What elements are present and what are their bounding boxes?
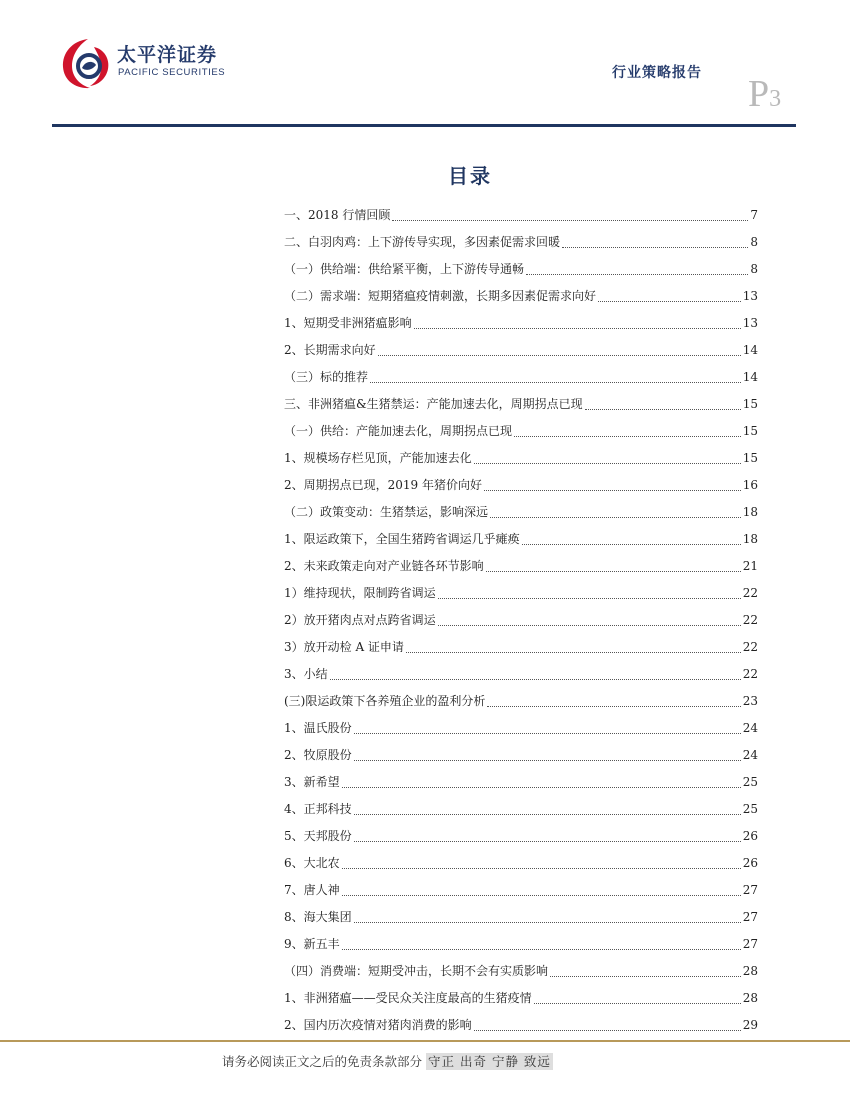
toc-entry[interactable] [284, 742, 758, 769]
toc-entry[interactable] [284, 715, 758, 742]
toc-entry-page[interactable]: 25 [742, 802, 758, 816]
toc-entry-title[interactable]: 4、正邦科技 [284, 802, 352, 816]
toc-entry-title[interactable]: （一）供给端：供给紧平衡，上下游传导通畅 [284, 262, 525, 276]
toc-entry-page[interactable]: 21 [742, 559, 758, 573]
toc-entry-page[interactable]: 22 [742, 586, 758, 600]
toc-entry[interactable] [284, 958, 758, 985]
toc-dot-leader [342, 786, 741, 788]
toc-entry[interactable] [284, 904, 758, 931]
toc-entry[interactable] [284, 931, 758, 958]
toc-entry[interactable] [284, 634, 758, 661]
toc-entry-page[interactable]: 27 [742, 883, 758, 897]
company-name-cn: 太平洋证券 [117, 44, 218, 66]
toc-entry-title[interactable]: 三、非洲猪瘟&生猪禁运：产能加速去化，周期拐点已现 [284, 397, 583, 411]
toc-dot-leader [550, 975, 741, 977]
toc-entry-page[interactable]: 22 [742, 640, 758, 654]
page-number-value: 3 [769, 86, 782, 112]
toc-title: 目录 [448, 164, 492, 188]
toc-entry-page[interactable]: 8 [750, 235, 758, 249]
toc-dot-leader [490, 516, 741, 518]
toc-dot-leader [342, 894, 741, 896]
toc-dot-leader [486, 570, 741, 572]
toc-dot-leader [487, 705, 740, 707]
page-number [748, 72, 781, 116]
toc-entry[interactable] [284, 850, 758, 877]
toc-entry-page[interactable]: 26 [742, 829, 758, 843]
toc-entry-page[interactable]: 13 [742, 289, 758, 303]
toc-entry-title[interactable]: （二）需求端：短期猪瘟疫情刺激，长期多因素促需求向好 [284, 289, 597, 303]
toc-entry-title[interactable]: 1、温氏股份 [284, 721, 352, 735]
toc-entry-title[interactable]: 5、天邦股份 [284, 829, 352, 843]
toc-entry[interactable] [284, 445, 758, 472]
footer-disclaimer: 请务必阅读正文之后的免责条款部分 [222, 1054, 423, 1069]
toc-dot-leader [438, 597, 741, 599]
toc-entry-page[interactable]: 26 [742, 856, 758, 870]
toc-dot-leader [438, 624, 741, 626]
pacific-securities-logo-icon [60, 35, 112, 91]
toc-entry-title[interactable]: 2、周期拐点已现，2019 年猪价向好 [284, 478, 482, 492]
table-of-contents [284, 202, 758, 1039]
toc-entry-title[interactable]: 8、海大集团 [284, 910, 352, 924]
toc-entry-page[interactable]: 27 [742, 910, 758, 924]
page-prefix: P [748, 73, 770, 115]
toc-entry-title[interactable]: （一）供给：产能加速去化，周期拐点已现 [284, 424, 513, 438]
toc-entry-page[interactable]: 25 [742, 775, 758, 789]
toc-entry[interactable] [284, 364, 758, 391]
toc-entry-page[interactable]: 24 [742, 748, 758, 762]
toc-entry-page[interactable]: 18 [742, 532, 758, 546]
toc-entry-title[interactable]: 7、唐人神 [284, 883, 340, 897]
toc-dot-leader [474, 462, 741, 464]
toc-dot-leader [370, 381, 741, 383]
toc-dot-leader [484, 489, 741, 491]
toc-entry-page[interactable]: 8 [750, 262, 758, 276]
toc-entry[interactable] [284, 391, 758, 418]
toc-entry[interactable] [284, 499, 758, 526]
toc-entry-page[interactable]: 18 [742, 505, 758, 519]
toc-entry-page[interactable]: 22 [742, 667, 758, 681]
toc-entry[interactable] [284, 553, 758, 580]
toc-entry[interactable] [284, 661, 758, 688]
toc-entry[interactable] [284, 877, 758, 904]
toc-entry-page[interactable]: 22 [742, 613, 758, 627]
toc-dot-leader [474, 1029, 741, 1031]
toc-entry-page[interactable]: 23 [742, 694, 758, 708]
toc-entry[interactable] [284, 283, 758, 310]
toc-entry-page[interactable]: 24 [742, 721, 758, 735]
toc-entry[interactable] [284, 823, 758, 850]
toc-entry[interactable] [284, 796, 758, 823]
toc-entry-title[interactable]: 1、限运政策下，全国生猪跨省调运几乎瘫痪 [284, 532, 520, 546]
toc-entry[interactable] [284, 418, 758, 445]
company-logo [60, 35, 230, 91]
toc-entry-title[interactable]: 2）放开猪肉点对点跨省调运 [284, 613, 436, 627]
toc-entry-title[interactable]: 1、短期受非洲猪瘟影响 [284, 316, 412, 330]
company-name-en: PACIFIC SECURITIES [118, 67, 226, 78]
toc-entry-title[interactable]: 3、新希望 [284, 775, 340, 789]
toc-dot-leader [354, 732, 741, 734]
toc-entry-title[interactable]: （四）消费端：短期受冲击，长期不会有实质影响 [284, 964, 549, 978]
toc-dot-leader [514, 435, 741, 437]
toc-entry-title[interactable]: 二、白羽肉鸡：上下游传导实现，多因素促需求回暖 [284, 235, 561, 249]
toc-entry-title[interactable]: 3）放开动检 A 证申请 [284, 640, 404, 654]
toc-entry-title[interactable]: 1、规模场存栏见顶，产能加速去化 [284, 451, 472, 465]
toc-entry-title[interactable]: 1）维持现状，限制跨省调运 [284, 586, 436, 600]
report-type: 行业策略报告 [612, 65, 702, 81]
toc-entry-page[interactable]: 28 [742, 964, 758, 978]
toc-entry-title[interactable]: 9、新五丰 [284, 937, 340, 951]
toc-entry-page[interactable]: 16 [742, 478, 758, 492]
toc-dot-leader [354, 813, 741, 815]
toc-dot-leader [406, 651, 741, 653]
toc-dot-leader [414, 327, 741, 329]
toc-entry-page[interactable]: 15 [742, 424, 758, 438]
toc-dot-leader [392, 219, 748, 221]
toc-entry[interactable] [284, 256, 758, 283]
toc-entry-page[interactable]: 28 [742, 991, 758, 1005]
toc-entry[interactable] [284, 337, 758, 364]
toc-entry-title[interactable]: （三）标的推荐 [284, 370, 369, 384]
toc-entry-page[interactable]: 14 [742, 370, 758, 384]
toc-entry-title[interactable]: 2、长期需求向好 [284, 343, 376, 357]
footer-motto: 守正 出奇 宁静 致远 [428, 1054, 551, 1069]
toc-entry[interactable] [284, 985, 758, 1012]
toc-dot-leader [354, 840, 741, 842]
toc-entry-title[interactable]: (三)限运政策下各养殖企业的盈利分析 [284, 694, 486, 708]
toc-entry-title[interactable]: （二）政策变动：生猪禁运，影响深远 [284, 505, 489, 519]
toc-dot-leader [354, 759, 741, 761]
toc-dot-leader [354, 921, 741, 923]
toc-entry[interactable] [284, 472, 758, 499]
toc-dot-leader [585, 408, 741, 410]
toc-entry[interactable] [284, 310, 758, 337]
toc-entry-title[interactable]: 3、小结 [284, 667, 328, 681]
toc-entry-title[interactable]: 2、国内历次疫情对猪肉消费的影响 [284, 1018, 472, 1032]
toc-dot-leader [342, 867, 741, 869]
toc-dot-leader [534, 1002, 741, 1004]
toc-entry[interactable] [284, 688, 758, 715]
toc-entry-title[interactable]: 2、未来政策走向对产业链各环节影响 [284, 559, 484, 573]
toc-entry-title[interactable]: 1、非洲猪瘟——受民众关注度最高的生猪疫情 [284, 991, 532, 1005]
footer-divider [0, 1040, 850, 1042]
toc-entry-page[interactable]: 14 [742, 343, 758, 357]
header-divider [52, 124, 796, 127]
toc-dot-leader [378, 354, 741, 356]
toc-entry-title[interactable]: 一、2018 行情回顾 [284, 208, 391, 222]
toc-dot-leader [330, 678, 741, 680]
toc-entry[interactable] [284, 202, 758, 229]
toc-entry-title[interactable]: 2、牧原股份 [284, 748, 352, 762]
toc-entry-page[interactable]: 15 [742, 451, 758, 465]
toc-entry[interactable] [284, 769, 758, 796]
toc-entry-page[interactable]: 27 [742, 937, 758, 951]
toc-entry-page[interactable]: 13 [742, 316, 758, 330]
toc-dot-leader [342, 948, 741, 950]
toc-entry-title[interactable]: 6、大北农 [284, 856, 340, 870]
toc-entry[interactable] [284, 526, 758, 553]
toc-entry-page[interactable]: 7 [750, 208, 758, 222]
toc-dot-leader [562, 246, 748, 248]
toc-entry[interactable] [284, 580, 758, 607]
toc-entry-page[interactable]: 29 [742, 1018, 758, 1032]
toc-entry-page[interactable]: 15 [742, 397, 758, 411]
toc-entry[interactable] [284, 607, 758, 634]
footer [222, 1052, 553, 1070]
toc-entry[interactable] [284, 229, 758, 256]
toc-dot-leader [598, 300, 741, 302]
toc-dot-leader [522, 543, 741, 545]
toc-dot-leader [526, 273, 748, 275]
toc-entry[interactable] [284, 1012, 758, 1039]
